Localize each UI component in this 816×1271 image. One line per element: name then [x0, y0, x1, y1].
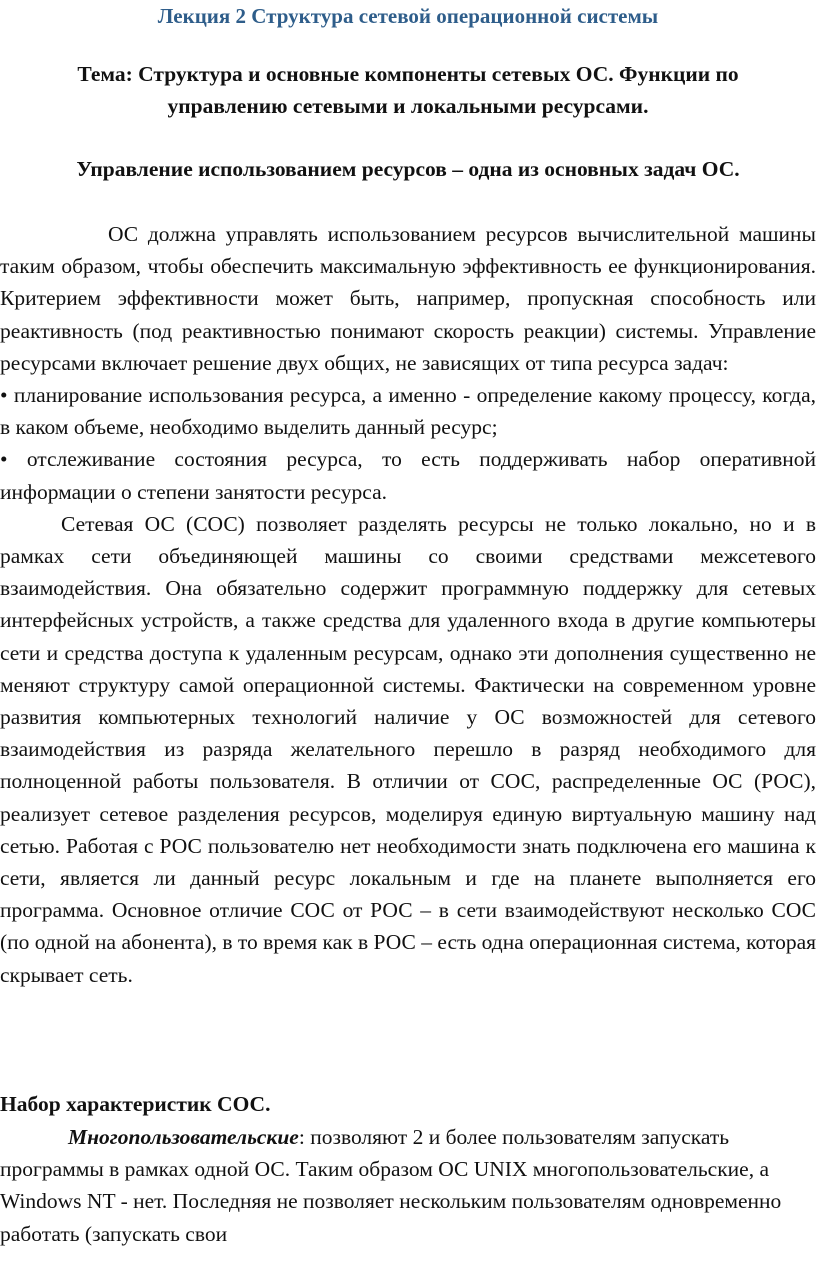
paragraph-resource-management: ОС должна управлять использованием ресурсов вычислительной машины таким образом, чтобы обеспечить максимальную эффективность ее функционирования. Критерием эффективности может быть, например, пропускная способность или реактивность (под реактивностью понимают скорость реакции) системы. Управление ресурсами включает решение двух общих, не зависящих от типа ресурса задач: [0, 222, 816, 375]
subheading-characteristics: Набор характеристик СОС. [0, 1092, 271, 1116]
bullet-planning: • планирование использования ресурса, а именно - определение какому процессу, когда, в каком объеме, необходимо выделить данный ресурс; [0, 383, 816, 440]
term-multiuser: Многопользовательские [68, 1125, 299, 1149]
term-multiuser-description: : позволяют 2 и более пользователям запускать программы в рамках одной ОС. Таким образом ОС UNIX многопользовательские, а Windows NT - нет. Последняя не позволяет нескольким пользователям одновременно работать (запускать свои [0, 1125, 782, 1246]
section-title: Управление использованием ресурсов – одна из основных задач ОС. [76, 157, 740, 181]
paragraph-network-os: Сетевая ОС (СОС) позволяет разделять ресурсы не только локально, но и в рамках сети объединяющей машины со своими средствами межсетевого взаимодействия. Она обязательно содержит программную поддержку для сетевых интерфейсных устройств, а также средства для удаленного входа в другие компьютеры сети и средства доступа к удаленным ресурсам, однако эти дополнения существенно не меняют структуру самой операционной системы. Фактически на современном уровне развития компьютерных технологий наличие у ОС возможностей для сетевого взаимодействия из разряда желательного перешло в разряд необходимого для полноценной работы пользователя. В отличии от СОС, распределенные ОС (РОС), реализует сетевое разделения ресурсов, моделируя единую виртуальную машину над сетью. Работая с РОС пользователю нет необходимости знать подключена его машина к сети, является ли данный ресурс локальным и где на планете выполняется его программа. Основное отличие СОС от РОС – в сети взаимодействуют несколько СОС (по одной на абонента), в то время как в РОС – есть одна операционная система, которая скрывает сеть. [0, 511, 816, 987]
topic-heading: Тема: Структура и основные компоненты сетевых ОС. Функции по управлению сетевыми и локальными ресурсами. [77, 62, 739, 118]
bullet-monitoring: • отслеживание состояния ресурса, то есть поддерживать набор оперативной информации о степени занятости ресурса. [0, 447, 816, 504]
paragraph-multiuser [0, 1121, 816, 1250]
characteristics-body [0, 1121, 816, 1250]
lecture-title: Лекция 2 Структура сетевой операционной системы [157, 4, 659, 28]
main-body [0, 218, 816, 991]
